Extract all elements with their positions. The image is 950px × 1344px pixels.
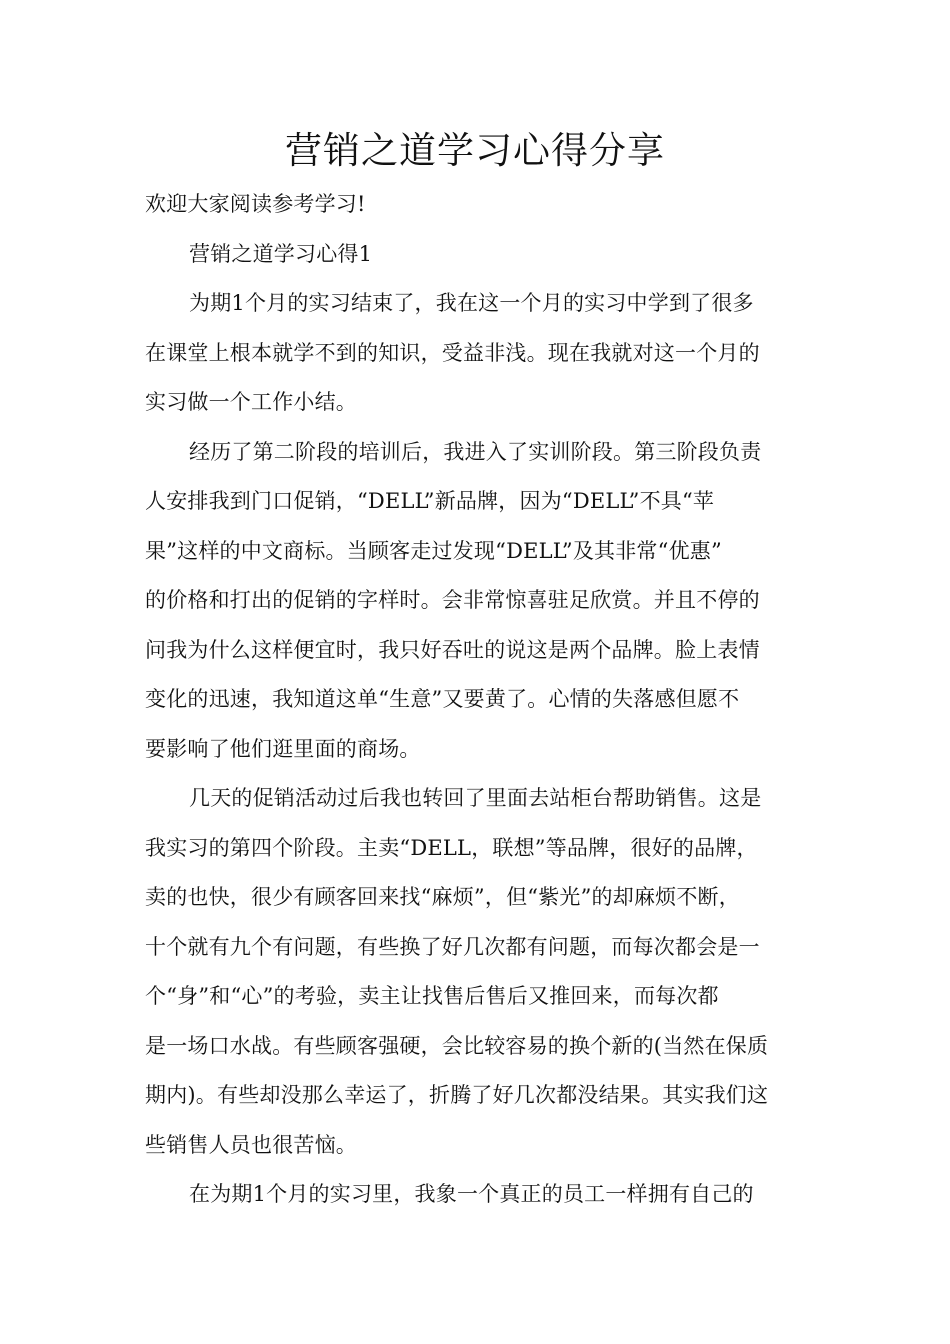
paragraph-line: 实习做一个工作小结。 [145, 390, 357, 414]
document-body [145, 180, 825, 1220]
paragraph-line: 我实习的第四个阶段。主卖“DELL，联想”等品牌，很好的品牌， [145, 835, 758, 860]
paragraph-line: 些销售人员也很苦恼。 [145, 1132, 357, 1157]
section-heading: 营销之道学习心得1 [189, 241, 373, 266]
paragraph-line: 几天的促销活动过后我也转回了里面去站柜台帮助销售。这是 [189, 786, 762, 810]
paragraph-line: 期内)。有些却没那么幸运了，折腾了好几次都没结果。其实我们这 [145, 1083, 769, 1107]
paragraph-line: 是一场口水战。有些顾客强硬，会比较容易的换个新的(当然在保质 [145, 1033, 769, 1058]
paragraph-line: 经历了第二阶段的培训后，我进入了实训阶段。第三阶段负责 [189, 439, 762, 464]
paragraph-line: 的价格和打出的促销的字样时。会非常惊喜驻足欣赏。并且不停的 [145, 588, 760, 612]
paragraph-line: 为期1个月的实习结束了，我在这一个月的实习中学到了很多 [189, 291, 754, 315]
paragraph-line: 十个就有九个有问题，有些换了好几次都有问题，而每次都会是一 [145, 934, 760, 959]
paragraph-line: 卖的也快，很少有顾客回来找“麻烦”，但“紫光”的却麻烦不断， [145, 885, 740, 909]
document-title: 营销之道学习心得分享 [285, 129, 665, 172]
paragraph-line: 变化的迅速，我知道这单“生意”又要黄了。心情的失落感但愿不 [145, 687, 740, 711]
paragraph-line: 要影响了他们逛里面的商场。 [145, 736, 421, 761]
paragraph-line: 在课堂上根本就学不到的知识，受益非浅。现在我就对这一个月的 [145, 340, 760, 365]
paragraph-line: 在为期1个月的实习里，我象一个真正的员工一样拥有自己的 [189, 1182, 754, 1206]
paragraph-line: 个“身”和“心”的考验，卖主让找售后售后又推回来，而每次都 [145, 984, 719, 1008]
paragraph-line: 问我为什么这样便宜时，我只好吞吐的说这是两个品牌。脸上表情 [145, 637, 760, 662]
paragraph-line: 人安排我到门口促销，“DELL”新品牌，因为“DELL”不具“苹 [145, 489, 715, 513]
intro-line: 欢迎大家阅读参考学习! [145, 192, 366, 216]
paragraph-line: 果”这样的中文商标。当顾客走过发现“DELL”及其非常“优惠” [145, 538, 722, 563]
